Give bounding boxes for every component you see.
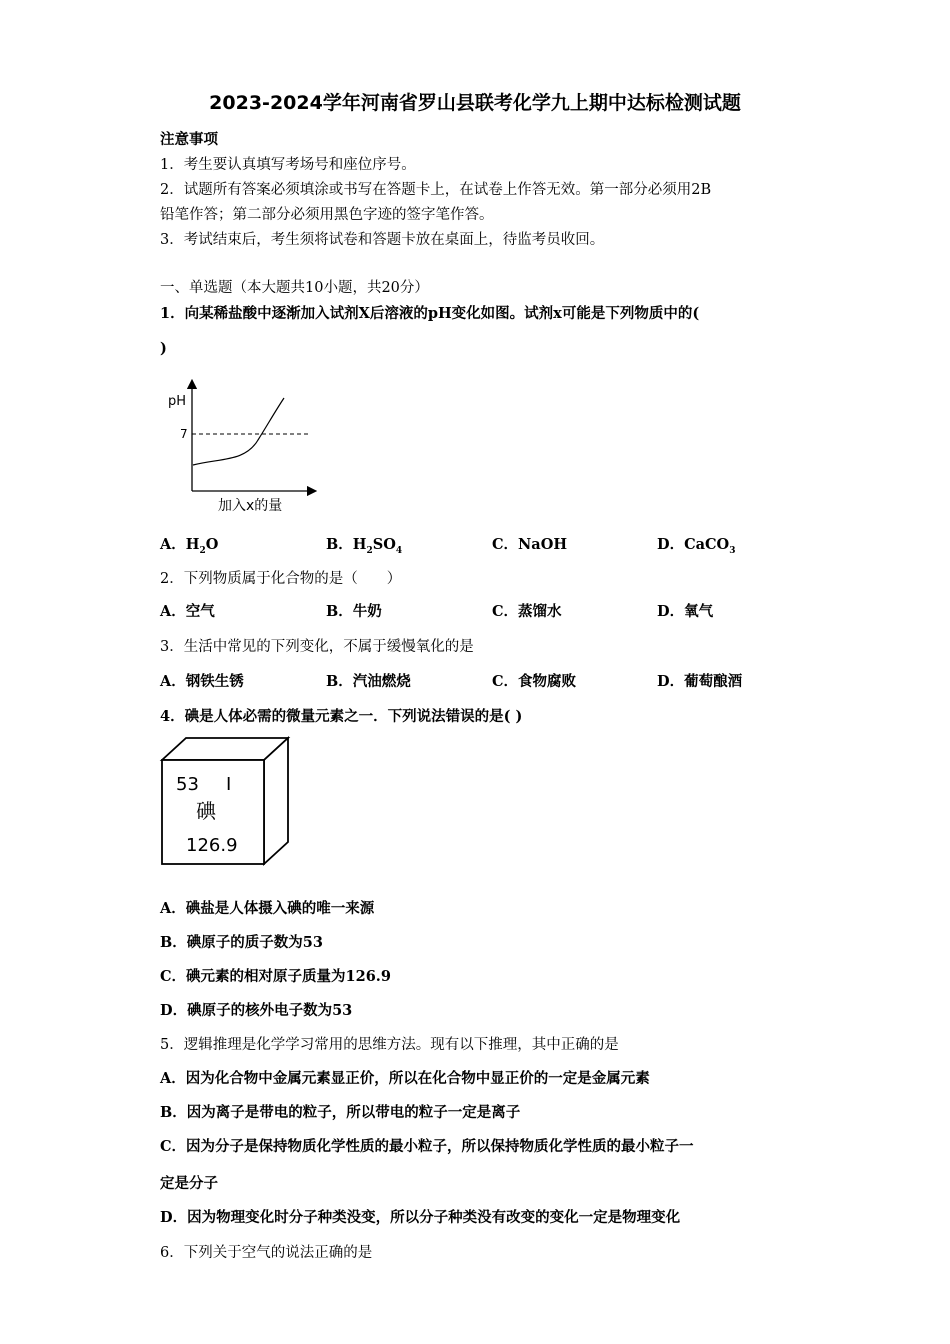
element-name: 碘	[196, 799, 216, 823]
q2-option-b[interactable]: B．牛奶	[326, 603, 382, 620]
q5-option-c-continued: 定是分子	[160, 1175, 218, 1192]
y-axis-label: pH	[168, 394, 187, 409]
q2-stem: 2．下列物质属于化合物的是（ ）	[160, 571, 402, 587]
q1-stem-end: )	[160, 340, 167, 357]
q4-option-b[interactable]: B．碘原子的质子数为53	[160, 934, 323, 951]
notice-heading: 注意事项	[160, 131, 218, 148]
q5-option-d[interactable]: D．因为物理变化时分子种类没变，所以分子种类没有改变的变化一定是物理变化	[160, 1209, 681, 1226]
page-title: 2023-2024学年河南省罗山县联考化学九上期中达标检测试题	[209, 92, 741, 114]
q4-stem: 4．碘是人体必需的微量元素之一．下列说法错误的是( )	[160, 708, 523, 725]
ph-curve	[193, 398, 284, 465]
q2-option-c[interactable]: C．蒸馏水	[492, 603, 562, 620]
q4-option-a[interactable]: A．碘盐是人体摄入碘的唯一来源	[160, 900, 375, 917]
notice-item: 3．考试结束后，考生须将试卷和答题卡放在桌面上，待监考员收回。	[160, 232, 605, 248]
ph-graph	[160, 378, 320, 518]
q6-stem: 6．下列关于空气的说法正确的是	[160, 1245, 373, 1261]
q3-option-d[interactable]: D．葡萄酿酒	[657, 673, 743, 690]
q4-option-d[interactable]: D．碘原子的核外电子数为53	[160, 1002, 353, 1019]
atomic-mass: 126.9	[186, 835, 238, 856]
q1-option-d[interactable]: D．CaCO$_3$	[657, 536, 736, 556]
q3-option-a[interactable]: A．钢铁生锈	[160, 673, 244, 690]
q5-option-a[interactable]: A．因为化合物中金属元素显正价，所以在化合物中显正价的一定是金属元素	[160, 1070, 650, 1087]
atomic-number: 53	[176, 774, 199, 795]
q1-option-c[interactable]: C．NaOH	[492, 536, 568, 553]
ph-7-label: 7	[180, 427, 188, 441]
q2-option-d[interactable]: D．氧气	[657, 603, 714, 620]
q3-option-c[interactable]: C．食物腐败	[492, 673, 577, 690]
q5-stem: 5．逻辑推理是化学学习常用的思维方法。现有以下推理，其中正确的是	[160, 1037, 619, 1053]
section-heading: 一、单选题（本大题共10小题，共20分）	[160, 280, 429, 296]
x-axis-label: 加入x的量	[218, 498, 283, 514]
q1-option-a[interactable]: A．$H_2O$	[160, 536, 219, 556]
q3-option-b[interactable]: B．汽油燃烧	[326, 673, 411, 690]
q4-option-c[interactable]: C．碘元素的相对原子质量为126.9	[160, 968, 391, 985]
element-symbol: I	[226, 774, 232, 795]
q5-option-c[interactable]: C．因为分子是保持物质化学性质的最小粒子，所以保持物质化学性质的最小粒子一	[160, 1138, 694, 1155]
q3-stem: 3．生活中常见的下列变化，不属于缓慢氧化的是	[160, 639, 474, 655]
notice-item: 1．考生要认真填写考场号和座位序号。	[160, 157, 416, 173]
q2-option-a[interactable]: A．空气	[160, 603, 215, 620]
iodine-element-card	[158, 734, 292, 868]
notice-item: 2．试题所有答案必须填涂或书写在答题卡上，在试卷上作答无效。第一部分必须用2B	[160, 182, 712, 198]
q1-stem: 1．向某稀盐酸中逐渐加入试剂X后溶液的pH变化如图。试剂x可能是下列物质中的(	[160, 305, 700, 322]
notice-item: 铅笔作答；第二部分必须用黑色字迹的签字笔作答。	[160, 207, 494, 223]
q1-option-b[interactable]: B．$H_2SO_4$	[326, 536, 403, 556]
q5-option-b[interactable]: B．因为离子是带电的粒子，所以带电的粒子一定是离子	[160, 1104, 521, 1121]
